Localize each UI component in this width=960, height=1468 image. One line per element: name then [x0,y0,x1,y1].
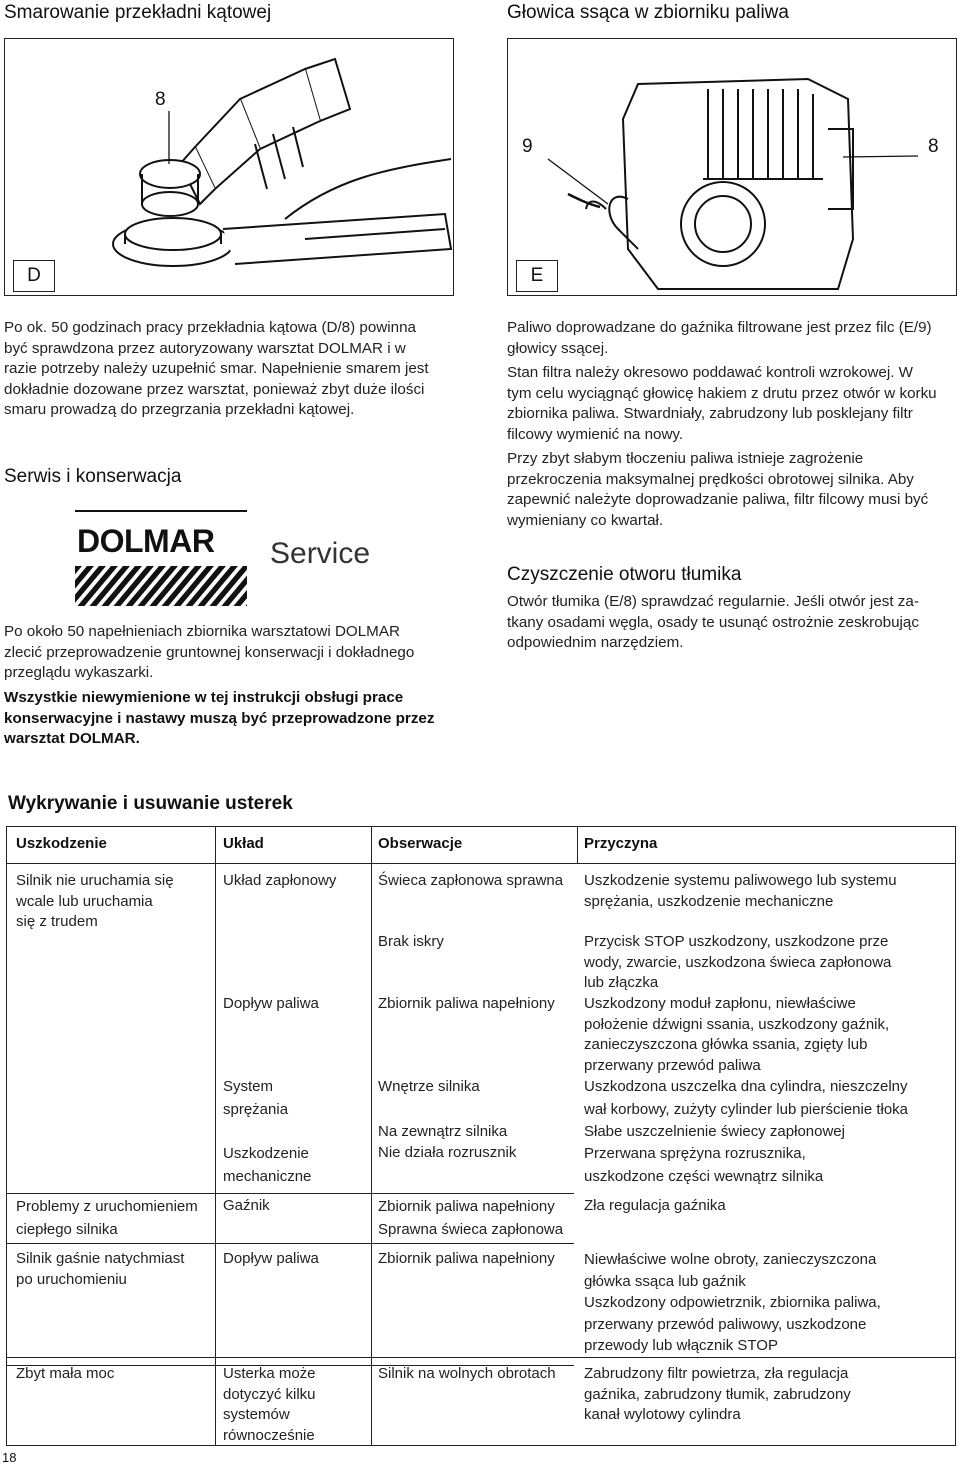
figure-e-letter: E [516,260,558,292]
text-line: razie potrzeby należy uzupełnić smar. Napełnienie smarem jest [4,360,429,377]
observation-cell: Silnik na wolnych obrotach [378,1365,556,1382]
text-line: zlecić przeprowadzenie gruntownej konserwacji i dokładnego [4,643,415,661]
observation-cell: Zbiornik paliwa napełniony [378,995,555,1012]
right-heading: Głowica ssąca w zbiorniku paliwa [507,2,789,23]
figure-d [4,38,454,296]
system-cell: Dopływ paliwa [223,1250,319,1267]
system-cell: Układ zapłonowy [223,872,337,889]
trimmer-gear-illustration [5,39,453,295]
text-line: odpowiednim narzędziem. [507,634,684,651]
figure-d-letter: D [13,260,55,292]
text-line: głowicy ssącej. [507,339,609,357]
header-system: Układ [223,835,264,852]
text-line: Przy zbyt słabym tłoczeniu paliwa istnieje zagrożenie [507,450,864,467]
engine-illustration [508,39,956,295]
page-number: 18 [2,1450,17,1465]
text-line: zapewnić należyte doprowadzanie paliwa, filtr filcowy musi być [507,491,929,508]
observation-cell: Nie działa rozrusznik [378,1144,517,1161]
fault-cell: Zbyt mała moc [16,1365,115,1382]
service-word: Service [270,537,371,570]
text-line: być sprawdzona przez autoryzowany warsztat DOLMAR i w [4,339,406,357]
system-cell: System sprężania [223,1078,289,1118]
dolmar-logo [75,510,247,604]
text-line: wymieniany co kwartał. [507,511,664,529]
system-cell: Gaźnik [223,1197,270,1214]
text-line: filcowy wymienić na nowy. [507,425,684,443]
troubleshooting-title: Wykrywanie i usuwanie usterek [8,793,293,814]
text-line: smaru prowadzą do przegrzania przekładni kątowej. [4,401,355,418]
text-line: konserwacyjne i nastawy muszą być przeprowadzone przez [4,709,435,727]
gear-lubrication-text [4,318,456,421]
system-cell: Dopływ paliwa [223,995,319,1012]
logo-hatch [75,566,247,606]
observation-cell: Brak iskry [378,933,444,950]
observation-cell: Zbiornik paliwa napełniony [378,1250,555,1267]
troubleshooting-table [6,826,956,1446]
cause-cell: Zabrudzony filtr powietrza, zła regulacja gaźnika, zabrudzony tłumik, zabrudzony kanał wylotowy cylindra [584,1365,851,1423]
text-line: warsztat DOLMAR. [4,730,140,747]
system-cell: Uszkodzenie mechaniczne [223,1145,312,1185]
figure-e [507,38,957,296]
cause-cell: Uszkodzony moduł zapłonu, niewłaściwe położenie dźwigni ssania, uszkodzony gaźnik, zanieczyszczona główka ssania, zgięty lub przerwany przewód paliwa [584,995,890,1074]
cause-cell: Uszkodzona uszczelka dna cylindra, nieszczelny wał korbowy, zużyty cylinder lub pierścienie tłoka Słabe uszczelnienie świecy zapłonowej [584,1078,909,1140]
text-line: przeglądu wykaszarki. [4,664,154,681]
figure-d-callout: 8 [155,89,166,110]
observation-cell: Świeca zapłonowa sprawna [378,872,564,889]
service-text [4,622,456,684]
text-line: przekroczenia maksymalnej prędkości obrotowej silnika. Aby [507,470,914,488]
system-cell: Usterka może dotyczyć kilku systemów równocześnie [223,1365,316,1444]
cause-cell: Przycisk STOP uszkodzony, uszkodzone prze wody, zwarcie, uszkodzona świeca zapłonowa lub złączka [584,933,892,991]
header-observation: Obserwacje [378,835,463,852]
left-heading: Smarowanie przekładni kątowej [4,2,272,23]
figure-e-callout-9: 9 [522,136,533,157]
observation-cell: Zbiornik paliwa napełniony Sprawna świeca zapłonowa [378,1198,564,1238]
dolmar-logo-text: DOLMAR [77,523,215,559]
header-fault: Uszkodzenie [16,835,107,852]
observation-cell: Wnętrze silnika Na zewnątrz silnika [378,1078,508,1140]
text-line: dokładnie dozowane przez warsztat, ponieważ zbyt duże ilości [4,380,425,398]
suction-head-text [507,318,959,531]
figure-e-callout-8: 8 [928,136,939,157]
service-bold-text [4,688,456,750]
text-line: zbiornika paliwa. Stwardniały, zabrudzony lub posklejany filtr [507,405,913,422]
fault-cell: Silnik gaśnie natychmiast po uruchomieniu [16,1250,185,1288]
muffler-text [507,592,959,654]
cause-cell: Niewłaściwe wolne obroty, zanieczyszczona główka ssąca lub gaźnik Uszkodzony odpowietrznik, zbiornika paliwa, przerwany przewód paliwowy, uszkodzone przewody lub włącznik STOP [584,1251,881,1354]
fault-cell: Silnik nie uruchamia się wcale lub uruchamia się z trudem [16,872,174,930]
text-line: Stan filtra należy okresowo poddawać kontroli wzrokowej. W [507,364,914,381]
cause-cell: Uszkodzenie systemu paliwowego lub systemu sprężania, uszkodzenie mechaniczne [584,872,897,910]
service-section-title: Serwis i konserwacja [4,466,182,487]
text-line: tkany osadami węgla, osady te usunąć ostrożnie zeskrobując [507,613,919,631]
cause-cell: Przerwana sprężyna rozrusznika, uszkodzone części wewnątrz silnika [584,1145,824,1185]
text-line: Otwór tłumika (E/8) sprawdzać regularnie. Jeśli otwór jest za- [507,593,919,610]
muffler-section-title: Czyszczenie otworu tłumika [507,564,742,585]
fault-cell: Problemy z uruchomieniem ciepłego silnika [16,1198,198,1238]
header-cause: Przyczyna [584,835,658,852]
text-line: tym celu wyciągnąć głowicę hakiem z drutu przez otwór w korku [507,384,937,402]
text-line: Po około 50 napełnieniach zbiornika warsztatowi DOLMAR [4,623,400,640]
text-line: Wszystkie niewymienione w tej instrukcji obsługi prace [4,689,404,706]
cause-cell: Zła regulacja gaźnika [584,1197,726,1214]
text-line: Paliwo doprowadzane do gaźnika filtrowane jest przez filc (E/9) [507,319,932,336]
text-line: Po ok. 50 godzinach pracy przekładnia kątowa (D/8) powinna [4,319,416,336]
